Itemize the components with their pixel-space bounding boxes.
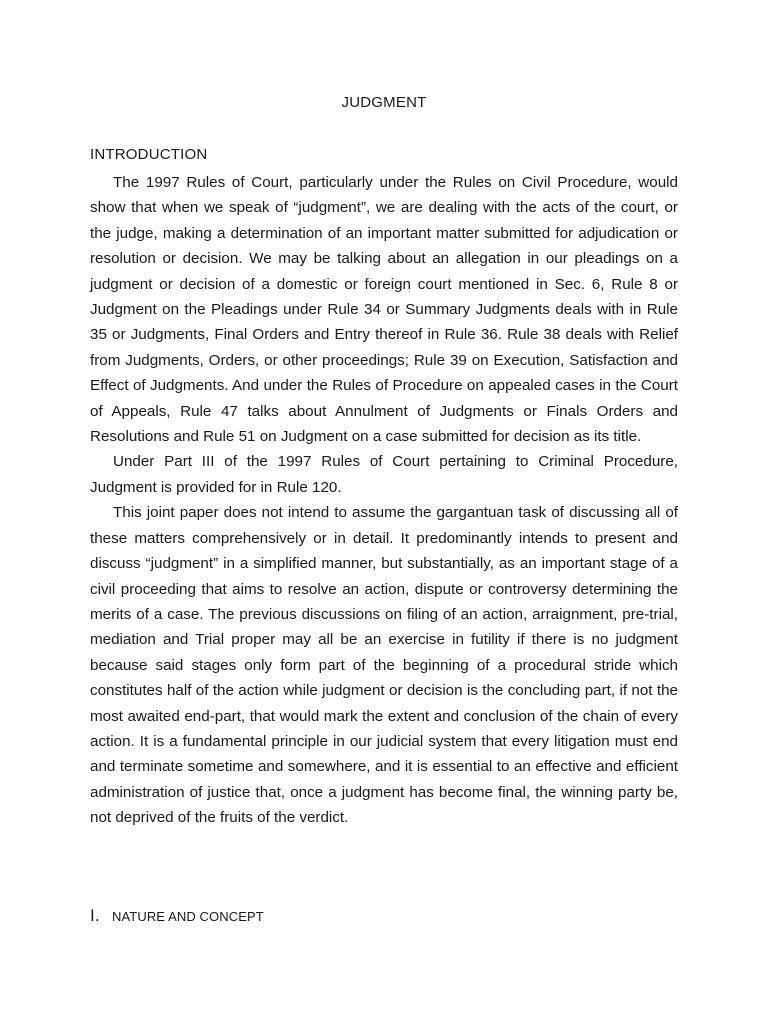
section-heading-nature-and-concept: [90, 906, 264, 926]
introduction-body: [90, 170, 678, 831]
paragraph-criminal-procedure: Under Part III of the 1997 Rules of Court pertaining to Criminal Procedure, Judgment is provided for in Rule 120.: [90, 453, 678, 496]
paragraph-rules-of-court: The 1997 Rules of Court, particularly under the Rules on Civil Procedure, would show that when we speak of “judgment”, we are dealing with the acts of the court, or the judge, making a determination of an important matter submitted for adjudication or resolution or decision. We may be talking about an allegation in our pleadings on a judgment or decision of a domestic or foreign court mentioned in Sec. 6, Rule 8 or Judgment on the Pleadings under Rule 34 or Summary Judgments deals with in Rule 35 or Judgments, Final Orders and Entry thereof in Rule 36. Rule 38 deals with Relief from Judgments, Orders, or other proceedings; Rule 39 on Execution, Satisfaction and Effect of Judgments. And under the Rules of Procedure on appealed cases in the Court of Appeals, Rule 47 talks about Annulment of Judgments or Finals Orders and Resolutions and Rule 51 on Judgment on a case submitted for decision as its title.: [90, 174, 678, 446]
introduction-heading: INTRODUCTION: [90, 146, 208, 163]
paragraph-joint-paper: This joint paper does not intend to assume the gargantuan task of discussing all of these matters comprehensively or in detail. It predominantly intends to present and discuss “judgment” in a simplified manner, but substantially, as an important stage of a civil proceeding that aims to resolve an action, dispute or controversy determining the merits of a case. The previous discussions on filing of an action, arraignment, pre-trial, mediation and Trial proper may all be an exercise in futility if there is no judgment because said stages only form part of the beginning of a procedural stride which constitutes half of the action while judgment or decision is the concluding part, if not the most awaited end-part, that would mark the extent and conclusion of the chain of every action. It is a fundamental principle in our judicial system that every litigation must end and terminate sometime and somewhere, and it is essential to an effective and efficient administration of justice that, once a judgment has become final, the winning party be, not deprived of the fruits of the verdict.: [90, 504, 678, 827]
section-title: NATURE AND CONCEPT: [112, 909, 264, 924]
section-numeral: I.: [90, 906, 100, 925]
document-title: JUDGMENT: [341, 94, 427, 111]
